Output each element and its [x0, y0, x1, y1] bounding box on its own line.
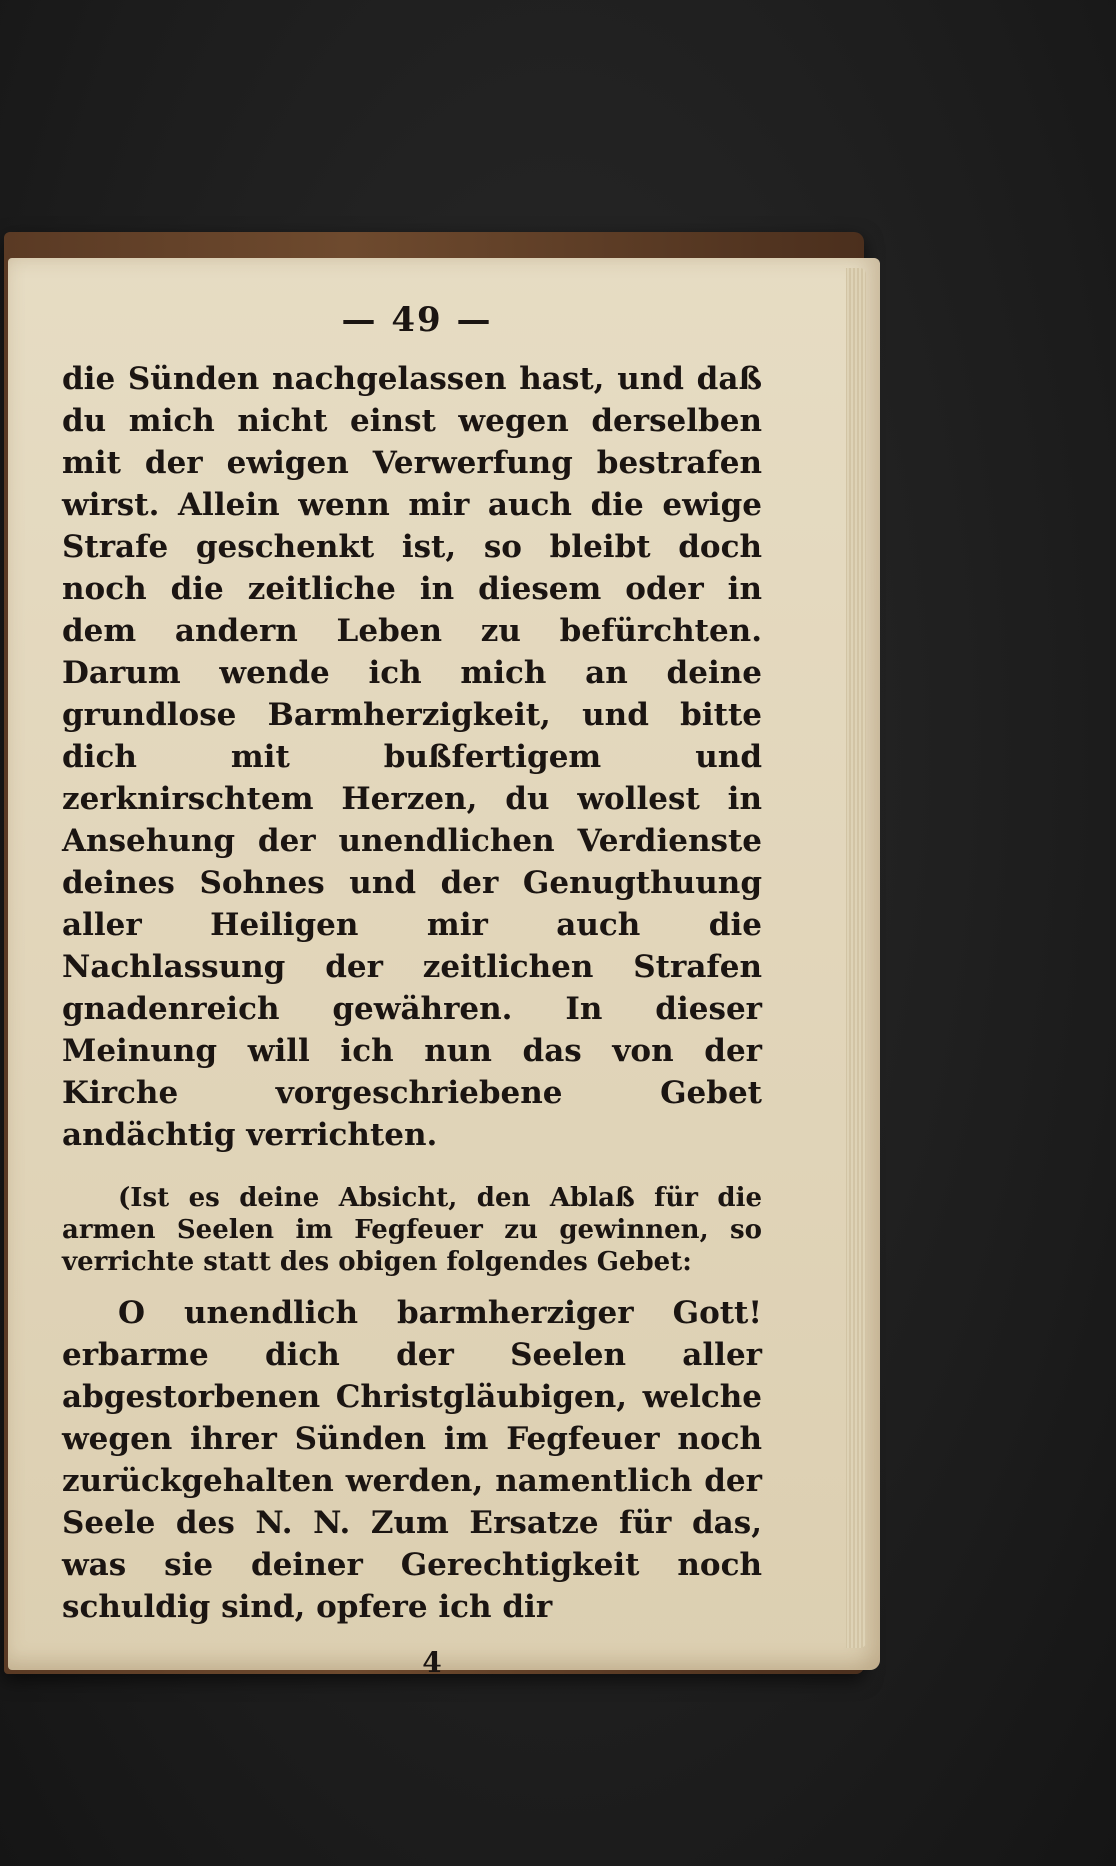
instruction-note-text: (Ist es deine Absicht, den Ablaß für die armen Seelen im Fegfeuer zu gewinnen, so verrichte statt des obigen folgendes Gebet: [62, 1183, 762, 1277]
paragraph-main: die Sünden nachgelassen hast, und daß du mich nicht einst wegen derselben mit der ewigen Verwerfung bestrafen wirst. Allein wenn mir auch die ewige Strafe geschenkt ist, so bleibt doch noch die zeitliche in diesem oder in dem andern Leben zu befürchten. Darum wende ich mich an deine grundlose Barmherzigkeit, und bitte dich mit bußfertigem und zerknirschtem Herzen, du wollest in Ansehung der unendlichen Verdienste deines Sohnes und der Genugthuung aller Heiligen mir auch die Nachlassung der zeitlichen Strafen gnadenreich gewähren. In dieser Meinung will ich nun das von der Kirche vorgeschriebene Gebet andächtig verrichten. [62, 361, 762, 1153]
page-edge [846, 268, 866, 1648]
prayer-paragraph [62, 1292, 762, 1628]
prayer-text: O unendlich barmherziger Gott! erbarme dich der Seelen aller abgestorbenen Christgläubigen, welche wegen ihrer Sünden im Fegfeuer noch zurückgehalten werden, namentlich der Seele des N. N. Zum Ersatze für das, was sie deiner Gerechtigkeit noch schuldig sind, opfere ich dir [62, 1295, 762, 1625]
signature-mark: 4 [422, 1646, 442, 1679]
page-text [62, 300, 762, 1679]
instruction-note [62, 1182, 762, 1278]
page-number: — 49 — [341, 300, 493, 340]
